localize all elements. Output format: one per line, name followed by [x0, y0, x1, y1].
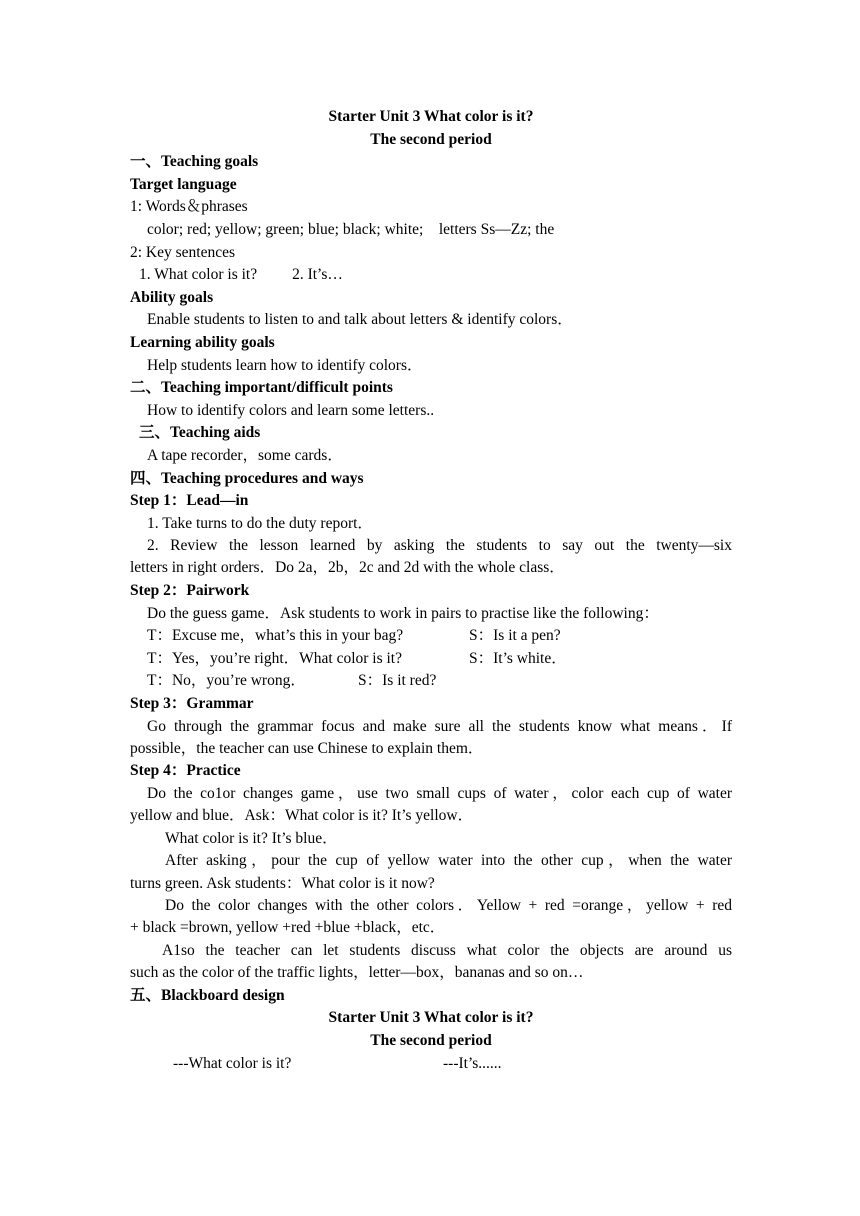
ability-goals-text: Enable students to listen to and talk about letters & identify colors．	[147, 311, 573, 329]
step4-heading: Step 4：Practice	[130, 762, 241, 780]
section-heading-key-points: 二、Teaching important/difficult points	[130, 379, 393, 397]
step2-text: Do the guess game．Ask students to work in pairs to practise like the following：	[147, 604, 659, 622]
step3-text-line2: possible，the teacher can use Chinese to explain them．	[130, 739, 484, 757]
dialog-teacher: T：Yes，you’re right．What color is it?	[147, 649, 402, 667]
key-sentence-2: 2. It’s…	[292, 266, 343, 284]
key-sentences-line	[130, 264, 732, 287]
step1-heading: Step 1：Lead—in	[130, 492, 249, 510]
subheading-target-language: Target language	[130, 175, 237, 193]
subheading-learning-goals: Learning ability goals	[130, 333, 275, 351]
doc-title: Starter Unit 3 What color is it?	[328, 108, 534, 125]
dialog-line	[130, 625, 732, 648]
dialog-student: S：Is it a pen?	[469, 627, 561, 645]
dialog-teacher: T：No，you’re wrong．	[147, 672, 306, 690]
blackboard-question: ---What color is it?	[173, 1054, 292, 1072]
blackboard-title: Starter Unit 3 What color is it?	[328, 1009, 534, 1027]
dialog-line	[130, 670, 732, 693]
step4-p3-line1: After asking，pour the cup of yellow water into the other cup，when the water	[165, 852, 732, 870]
aids-text: A tape recorder，some cards．	[147, 446, 343, 464]
step4-p5-line1: A1so the teacher can let students discuss what color the objects are around us	[162, 942, 732, 960]
section-heading-blackboard: 五、Blackboard design	[130, 986, 285, 1004]
words-phrases-label: 1: Words＆phrases	[130, 198, 248, 216]
step4-p5-line2: such as the color of the traffic lights，letter—box，bananas and so on…	[130, 964, 584, 982]
step3-heading: Step 3：Grammar	[130, 695, 254, 713]
step4-p4-line2: + black =brown, yellow +red +blue +black，etc．	[130, 919, 446, 937]
key-sentences-label: 2: Key sentences	[130, 243, 236, 261]
step4-p1-line1: Do the co1or changes game，use two small cups of water，color each cup of water	[147, 785, 732, 803]
section-heading-goals: 一、Teaching goals	[130, 153, 259, 171]
step1-item2-line1: 2. Review the lesson learned by asking the students to say out the twenty—six	[147, 537, 732, 555]
blackboard-answer: ---It’s......	[443, 1054, 502, 1072]
key-sentence-1: 1. What color is it?	[139, 266, 258, 284]
step4-p3-line2: turns green. Ask students：What color is it now?	[130, 874, 435, 892]
doc-subtitle: The second period	[370, 130, 492, 148]
dialog-student: S：It’s white．	[469, 649, 567, 667]
step1-item1: 1. Take turns to do the duty report．	[147, 514, 373, 532]
section-heading-procedures: 四、Teaching procedures and ways	[130, 469, 364, 487]
dialog-teacher: T：Excuse me，what’s this in your bag?	[147, 627, 404, 645]
step4-p2: What color is it? It’s blue．	[165, 829, 338, 847]
document-body	[130, 106, 732, 1075]
step2-heading: Step 2：Pairwork	[130, 582, 250, 600]
key-points-text: How to identify colors and learn some letters..	[147, 401, 435, 419]
step4-p1-line2: yellow and blue．Ask：What color is it? It’s yellow．	[130, 807, 474, 825]
step4-p4-line1: Do the color changes with the other colors．Yellow + red =orange，yellow + red	[165, 897, 732, 915]
subheading-ability-goals: Ability goals	[130, 288, 214, 306]
step1-item2-line2: letters in right orders．Do 2a，2b，2c and 2d with the whole class．	[130, 559, 565, 577]
blackboard-dialog	[130, 1053, 732, 1076]
dialog-line	[130, 648, 732, 671]
section-heading-aids: 三、Teaching aids	[139, 424, 261, 442]
step3-text-line1: Go through the grammar focus and make sure all the students know what means．If	[147, 717, 732, 735]
learning-goals-text: Help students learn how to identify colors．	[147, 356, 423, 374]
dialog-student: S：Is it red?	[358, 672, 437, 690]
blackboard-subtitle: The second period	[370, 1032, 492, 1049]
words-list: color; red; yellow; green; blue; black; white; letters Ss—Zz; the	[147, 220, 555, 238]
